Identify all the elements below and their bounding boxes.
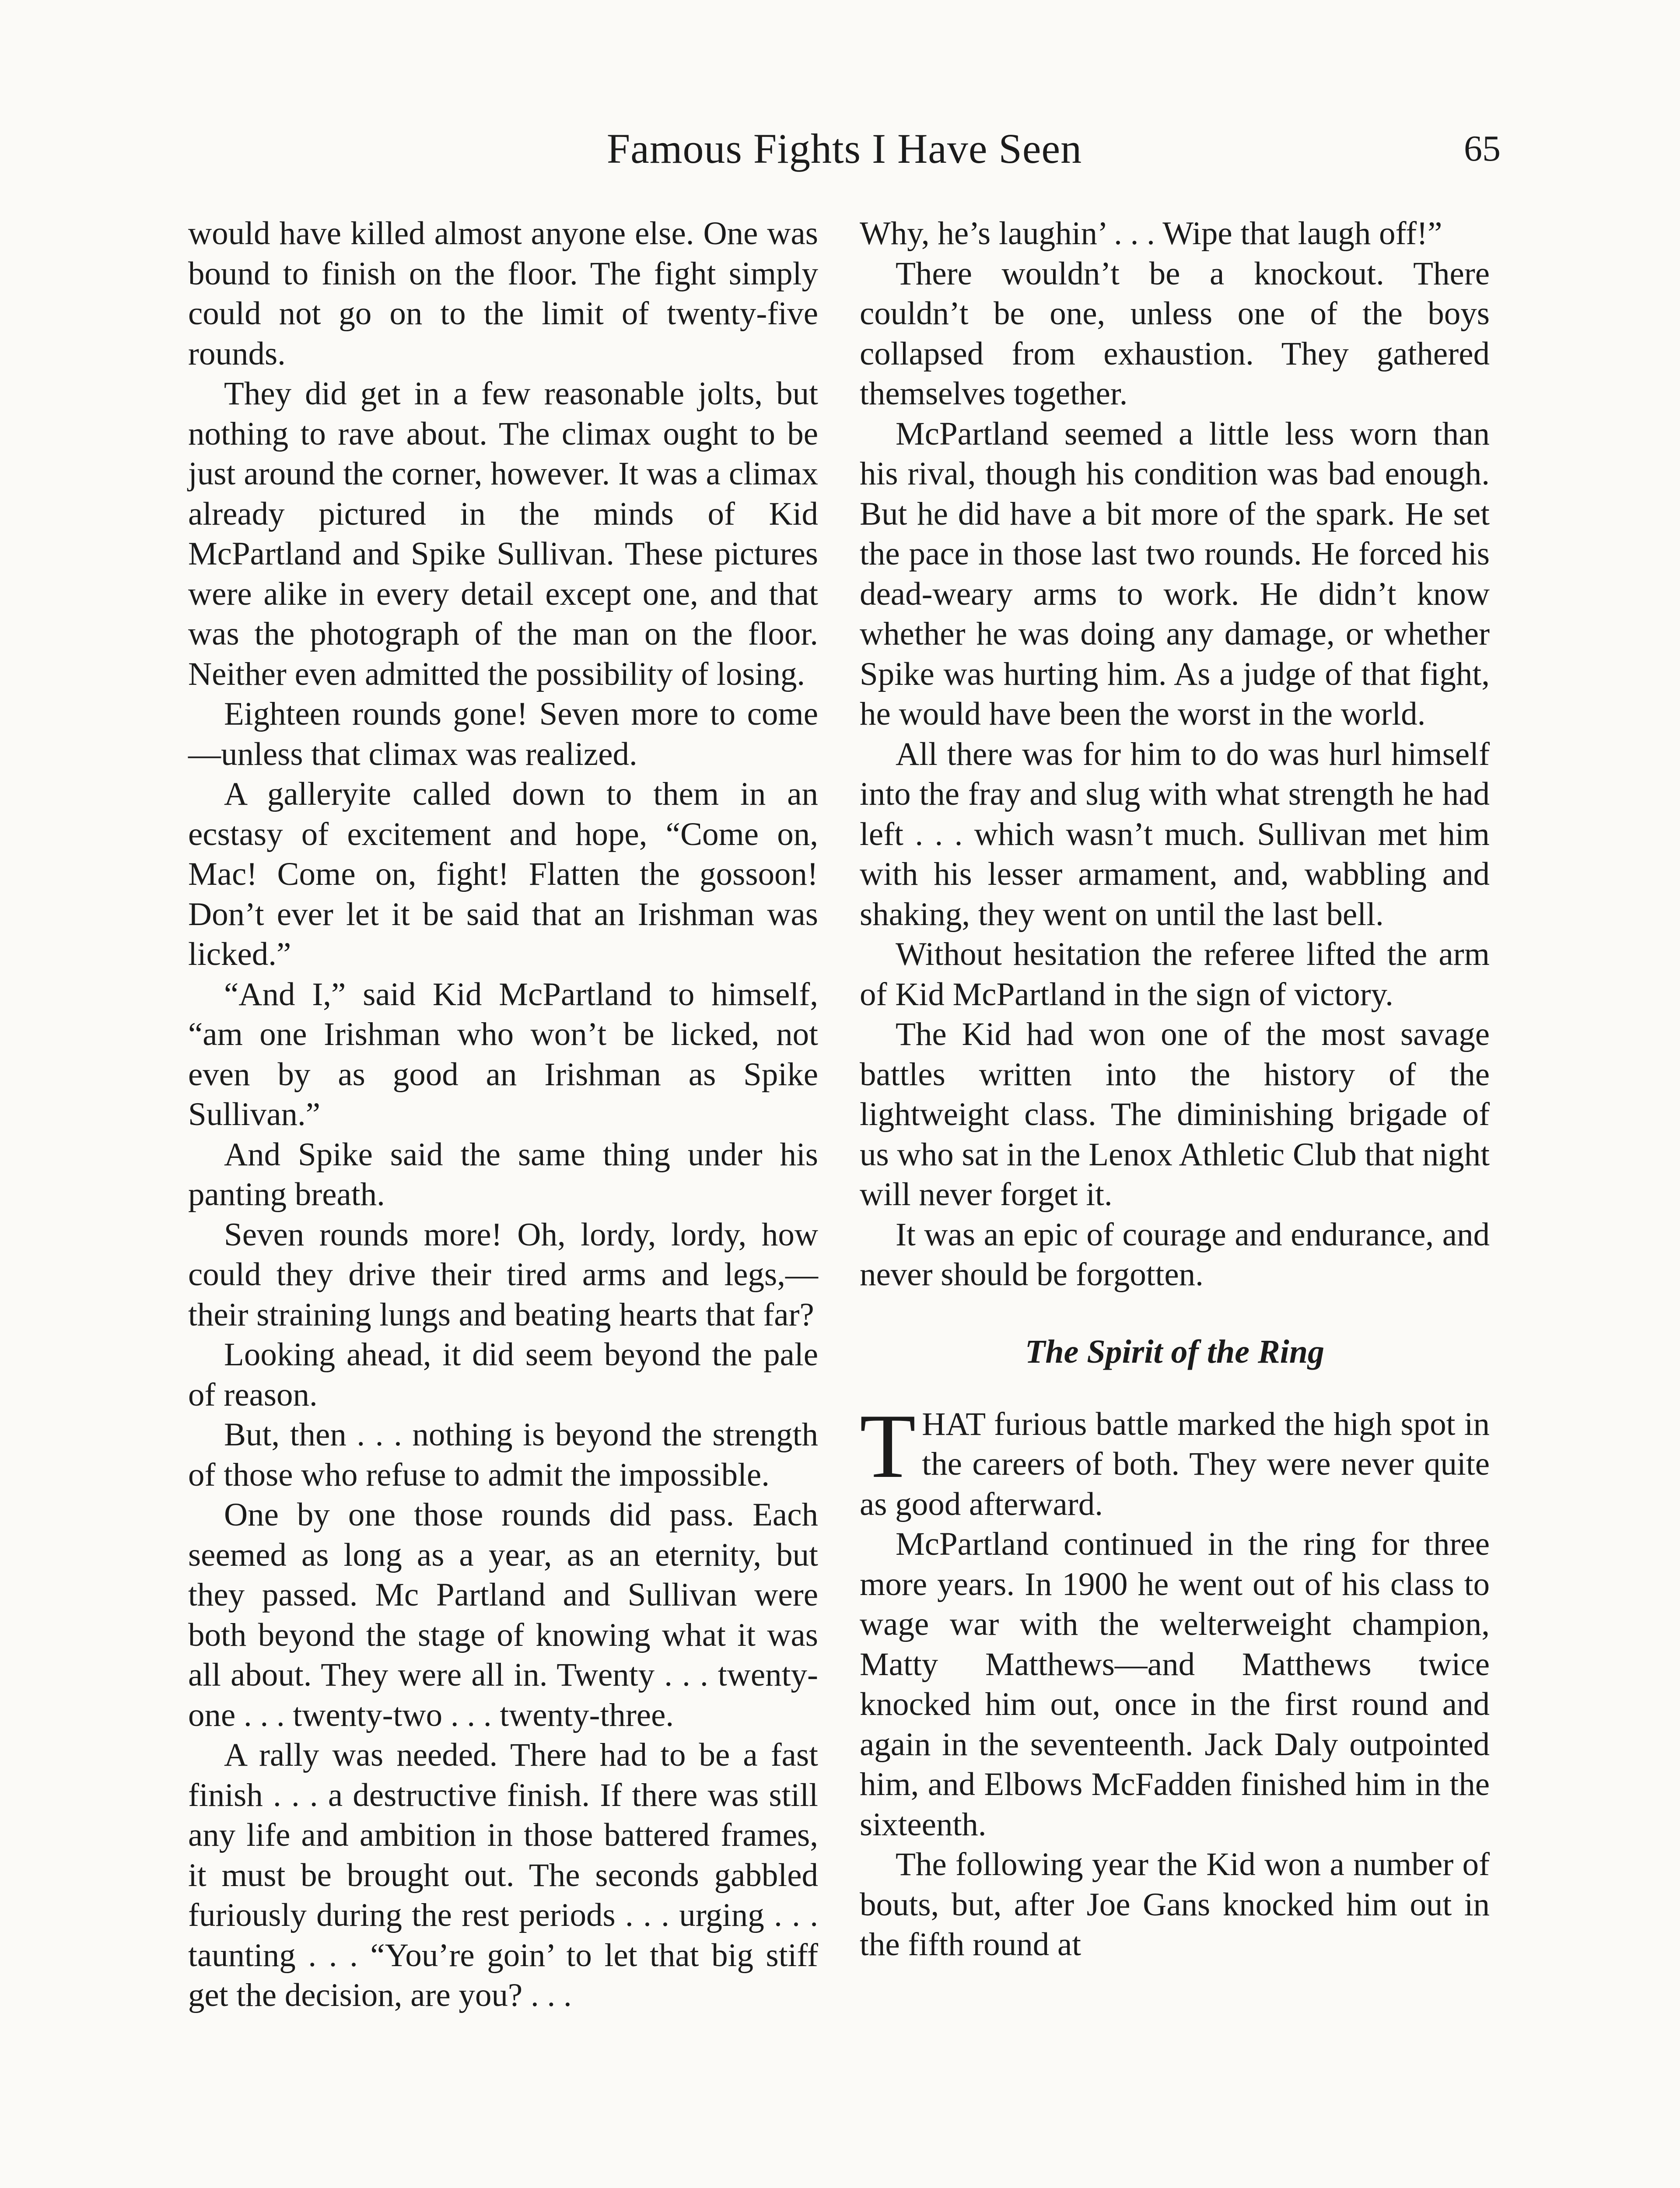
paragraph: Eighteen rounds gone! Seven more to come—unless that climax was realized. [188, 696, 818, 772]
paragraph: All there was for him to do was hurl himself into the fray and slug with what strength he had left . . . which wasn’t much. Sullivan met him with his lesser armament, and, wabbling and shaking, they went on until the last bell. [860, 736, 1490, 933]
paragraph: McPartland continued in the ring for three more years. In 1900 he went out of his class to wage war with the welterweight champion, Matty Matthews—and Matthews twice knocked him out, once in the first round and again in the seventeenth. Jack Daly outpointed him, and Elbows McFadden finished him in the sixteenth. [860, 1526, 1490, 1843]
paragraph: A rally was needed. There had to be a fast finish . . . a destructive finish. If there was still any life and ambition in those battered frames, it must be brought out. The seconds gabbled furiously during the rest periods . . . urging . . . taunting . . . “You’re goin’ to let that big stiff get the decision, are you? . . . [188, 1737, 818, 2013]
left-column [188, 214, 818, 2016]
paragraph: There wouldn’t be a knockout. There couldn’t be one, unless one of the boys collapsed from exhaustion. They gathered themselves together. [860, 255, 1490, 412]
section-heading: The Spirit of the Ring [1025, 1333, 1325, 1370]
paragraph: And Spike said the same thing under his panting breath. [188, 1136, 818, 1213]
section-first-paragraph-text: HAT furious battle marked the high spot in the careers of both. They were never quite as good afterward. [860, 1406, 1490, 1522]
paragraph: But, then . . . nothing is beyond the strength of those who refuse to admit the impossible. [188, 1417, 818, 1493]
paragraph: One by one those rounds did pass. Each seemed as long as a year, as an eternity, but they passed. Mc Partland and Sullivan were both beyond the stage of knowing what it was all about. They were all in. Twenty . . . twenty-one . . . twenty-two . . . twenty-three. [188, 1497, 818, 1733]
paragraph: Looking ahead, it did seem beyond the pale of reason. [188, 1336, 818, 1413]
running-head [188, 118, 1501, 179]
paragraph: “And I,” said Kid McPartland to himself, “am one Irishman who won’t be licked, not even by as good an Irishman as Spike Sullivan.” [188, 976, 818, 1133]
page-number: 65 [1464, 128, 1501, 169]
paragraph: The following year the Kid won a number of bouts, but, after Joe Gans knocked him out in the fifth round at [860, 1846, 1490, 1963]
paragraph: Without hesitation the referee lifted the arm of Kid McPartland in the sign of victory. [860, 936, 1490, 1013]
paragraph: The Kid had won one of the most savage battles written into the history of the lightweight class. The diminishing brigade of us who sat in the Lenox Athletic Club that night will never forget it. [860, 1016, 1490, 1213]
paragraph: Why, he’s laughin’ . . . Wipe that laugh off!” [860, 215, 1442, 252]
right-column [860, 214, 1490, 1965]
paragraph: Seven rounds more! Oh, lordy, lordy, how could they drive their tired arms and legs,—their straining lungs and beating hearts that far? [188, 1216, 818, 1333]
drop-cap: T [860, 1395, 916, 1497]
paragraph: It was an epic of courage and endurance, and never should be forgotten. [860, 1216, 1490, 1293]
paragraph: They did get in a few reasonable jolts, but nothing to rave about. The climax ought to be just around the corner, however. It was a climax already pictured in the minds of Kid McPartland and Spike Sullivan. These pictures were alike in every detail except one, and that was the photograph of the man on the floor. Neither even admitted the possibility of losing. [188, 375, 818, 692]
page-title: Famous Fights I Have Seen [606, 125, 1082, 172]
paragraph: McPartland seemed a little less worn than his rival, though his condition was bad enough. But he did have a bit more of the spark. He set the pace in those last two rounds. He forced his dead-weary arms to work. He didn’t know whether he was doing any damage, or whether Spike was hurting him. As a judge of that fight, he would have been the worst in the world. [860, 415, 1490, 732]
paragraph: would have killed almost anyone else. One was bound to finish on the floor. The fight simply could not go on to the limit of twenty-five rounds. [188, 215, 818, 372]
section-first-paragraph [860, 1395, 1490, 1525]
paragraph: A galleryite called down to them in an ecstasy of excitement and hope, “Come on, Mac! Come on, fight! Flatten the gossoon! Don’t ever let it be said that an Irishman was licked.” [188, 776, 818, 972]
